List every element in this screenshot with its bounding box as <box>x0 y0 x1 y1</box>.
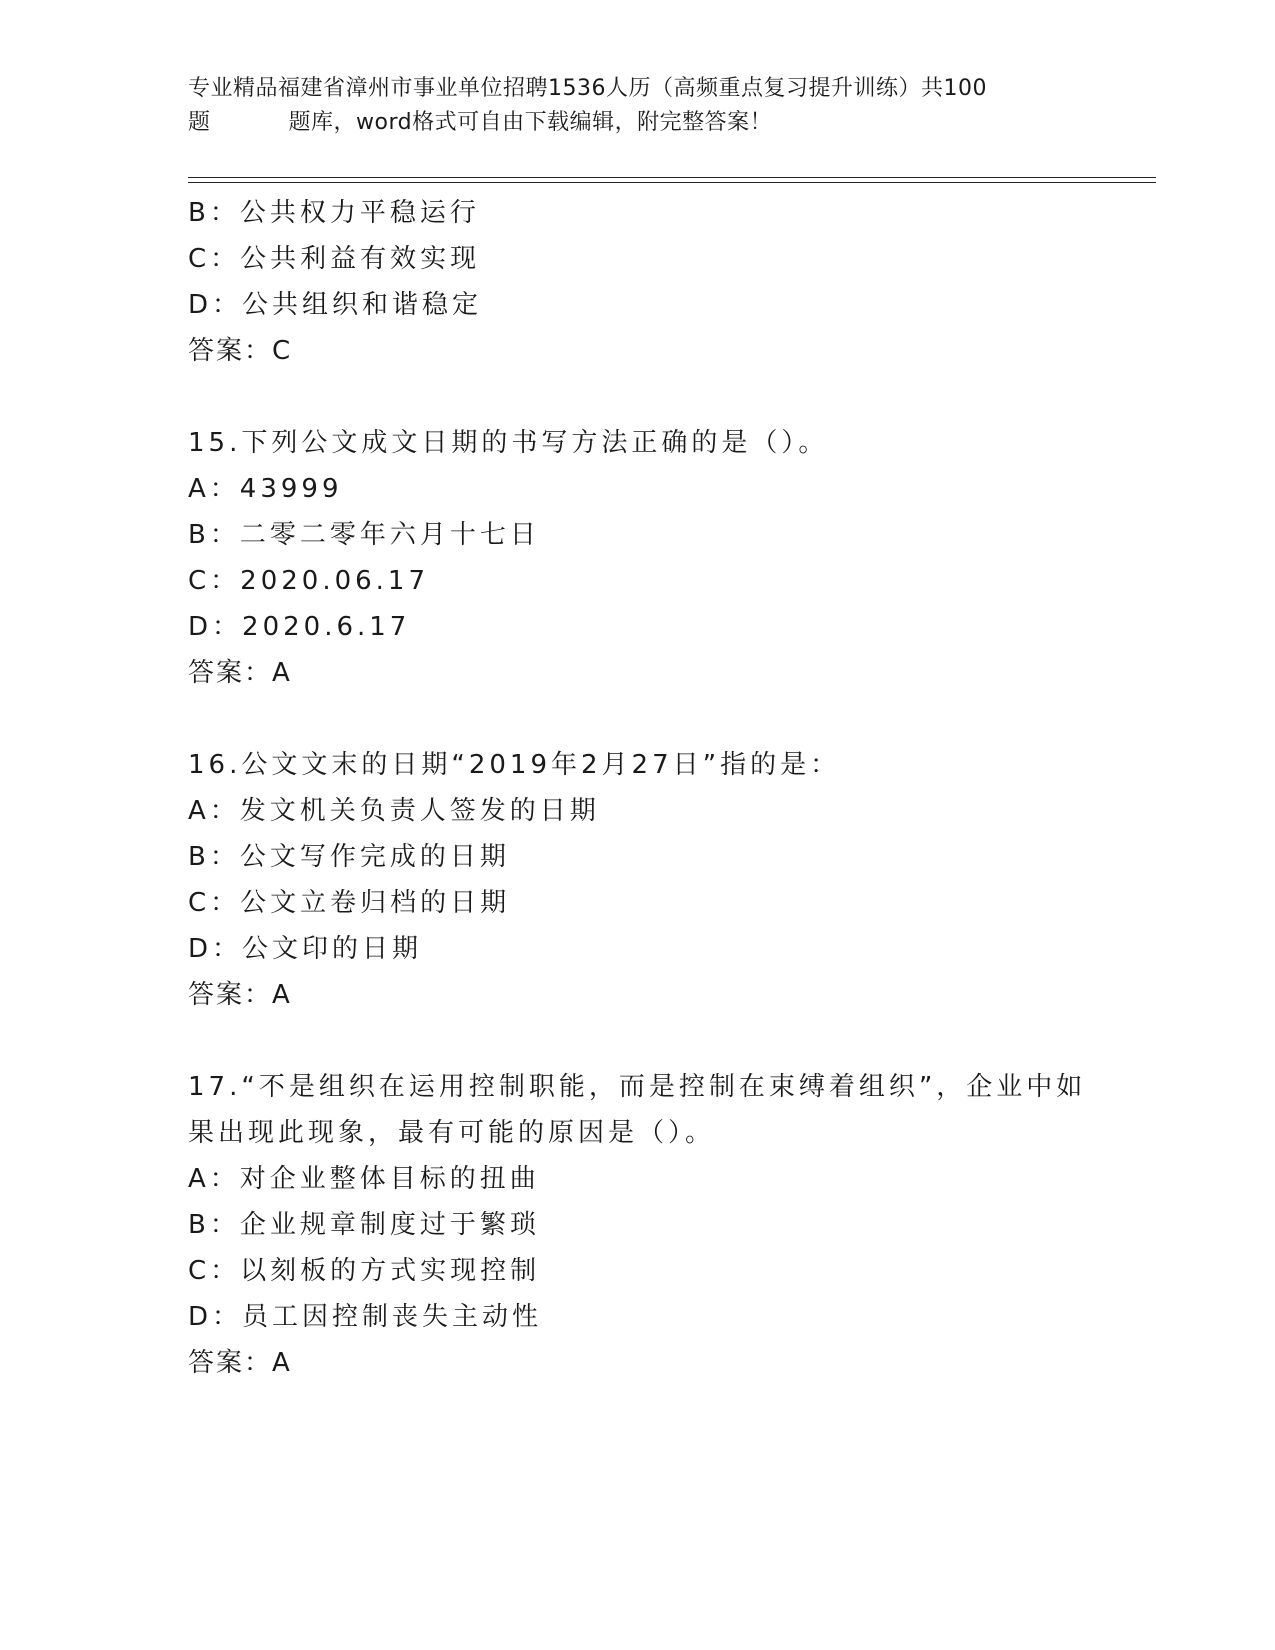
document-body <box>188 190 1148 1386</box>
question-17 <box>188 1064 1148 1386</box>
q17-stem-line-1: 17.“不是组织在运用控制职能，而是控制在束缚着组织”，企业中如 <box>188 1072 1087 1102</box>
q15-answer: 答案：A <box>188 658 292 688</box>
q15-option-d: D：2020.6.17 <box>188 612 411 642</box>
q16-option-a: A：发文机关负责人签发的日期 <box>188 796 600 826</box>
q15-option-a: A：43999 <box>188 474 343 504</box>
q17-stem-line-2: 果出现此现象，最有可能的原因是（）。 <box>188 1118 716 1148</box>
q17-option-a: A：对企业整体目标的扭曲 <box>188 1164 540 1194</box>
spacer <box>188 696 1148 742</box>
q15-option-b: B：二零二零年六月十七日 <box>188 520 540 550</box>
q17-option-d: D：员工因控制丧失主动性 <box>188 1302 543 1332</box>
question-14-tail <box>188 190 1148 374</box>
q15-stem: 15.下列公文成文日期的书写方法正确的是（）。 <box>188 428 829 458</box>
q16-option-d: D：公文印的日期 <box>188 934 423 964</box>
header-rule-bottom <box>188 182 1156 183</box>
header-title-line-2-right: 题库，word格式可自由下载编辑，附完整答案！ <box>288 110 773 135</box>
q17-answer: 答案：A <box>188 1348 292 1378</box>
header-title-line-1: 专业精品福建省漳州市事业单位招聘1536人历（高频重点复习提升训练）共100 <box>188 76 987 101</box>
header-rule-top <box>188 177 1156 178</box>
spacer <box>188 1018 1148 1064</box>
q16-stem: 16.公文文末的日期“2019年2月27日”指的是： <box>188 750 841 780</box>
q15-option-c: C：2020.06.17 <box>188 566 430 596</box>
q16-option-b: B：公文写作完成的日期 <box>188 842 510 872</box>
q14-option-c: C：公共利益有效实现 <box>188 244 481 274</box>
page-header <box>188 72 1088 140</box>
q17-option-c: C：以刻板的方式实现控制 <box>188 1256 541 1286</box>
header-title-line-2 <box>188 106 1088 140</box>
question-16 <box>188 742 1148 1018</box>
q16-option-c: C：公文立卷归档的日期 <box>188 888 511 918</box>
spacer <box>188 374 1148 420</box>
question-15 <box>188 420 1148 696</box>
q14-option-d: D：公共组织和谐稳定 <box>188 290 483 320</box>
q16-answer: 答案：A <box>188 980 292 1010</box>
q14-answer: 答案：C <box>188 336 293 366</box>
q14-option-b: B：公共权力平稳运行 <box>188 198 480 228</box>
q17-option-b: B：企业规章制度过于繁琐 <box>188 1210 540 1240</box>
header-title-line-2-left: 题 <box>188 110 211 135</box>
